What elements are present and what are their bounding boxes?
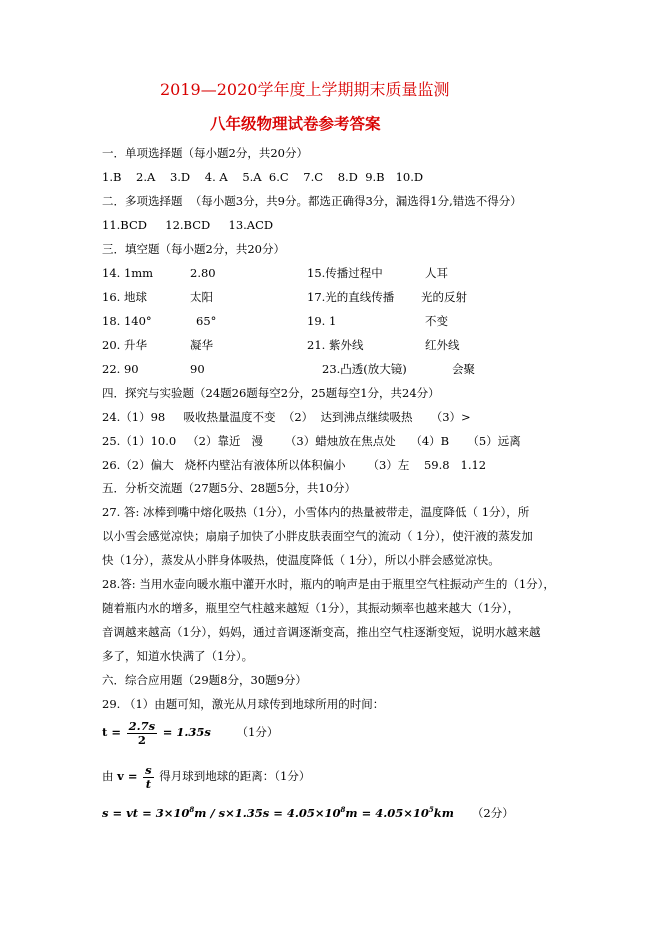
- section6-heading: 六．综合应用题（29题8分，30题9分）: [102, 673, 307, 687]
- q27-line1: 27. 答: 冰棒到嘴中熔化吸热（1分），小雪体内的热量被带走，温度降低（ 1分），所: [102, 505, 530, 519]
- q28-line4: 多了，知道水快满了（1分）。: [102, 649, 254, 663]
- page-subtitle: 八年级物理试卷参考答案: [210, 114, 381, 133]
- eq3-part2: m / s×1.35s = 4.05×10: [194, 805, 341, 820]
- eq1-score: （1分）: [236, 725, 279, 739]
- eq2-denominator: t: [145, 776, 152, 791]
- section5-heading: 五．分析交流题（27题5分、28题5分，共10分）: [102, 481, 357, 495]
- q28-line2: 随着瓶内水的增多，瓶里空气柱越来越短（1分），其振动频率也越来越大（1分），: [102, 601, 520, 615]
- q26-answer: 26.（2）偏大 烧杯内壁沾有液体所以体积偏小 （3）左 59.8 1.12: [102, 458, 487, 472]
- section2-heading: 二．多项选择题 （每小题3分，共9分。都选正确得3分，漏选得1分,错选不得分）: [102, 194, 522, 208]
- section1-answers: 1.B 2.A 3.D 4. A 5.A 6.C 7.C 8.D 9.B 10.D: [102, 170, 424, 184]
- eq2-numerator: s: [145, 762, 152, 777]
- row1-col2: 2.80: [190, 266, 216, 280]
- eq2-prefix: 由: [102, 769, 114, 783]
- q28-line1: 28.答: 当用水壶向暖水瓶中灌开水时，瓶内的响声是由于瓶里空气柱振动产生的（1分），: [102, 577, 555, 591]
- row1-col3: 15.传播过程中: [307, 266, 383, 280]
- section4-heading: 四．探究与实验题（24题26题每空2分，25题每空1分，共24分）: [102, 386, 440, 400]
- eq3-part4: km: [433, 805, 454, 820]
- q24-answer: 24.（1）98 吸收热量温度不变 （2） 达到沸点继续吸热 （3）>: [102, 410, 471, 424]
- row4-col4: 红外线: [425, 338, 460, 352]
- eq3-part3: m = 4.05×10: [345, 805, 429, 820]
- row4-col2: 凝华: [190, 338, 213, 352]
- row2-col2: 太阳: [190, 290, 213, 304]
- row1-col1: 14. 1mm: [102, 266, 154, 280]
- section1-heading: 一．单项选择题（每小题2分，共20分）: [102, 146, 308, 160]
- section2-answers: 11.BCD 12.BCD 13.ACD: [102, 218, 274, 232]
- q25-answer: 25.（1）10.0 （2）靠近 漫 （3）蜡烛放在焦点处 （4）B （5）远离: [102, 434, 521, 448]
- row5-col4: 会聚: [452, 362, 475, 376]
- eq1-lhs: t =: [102, 725, 121, 739]
- row5-col2: 90: [190, 362, 205, 376]
- eq2-fraction: [143, 764, 153, 791]
- eq3-part1: s = vt = 3×10: [102, 805, 190, 820]
- q27-line2: 以小雪会感觉凉快；扇扇子加快了小胖皮肤表面空气的流动（ 1分），使汗液的蒸发加: [102, 529, 533, 543]
- eq1-numerator: 2.7s: [128, 718, 156, 733]
- eq1-rhs: = 1.35s: [162, 725, 211, 739]
- q28-line3: 音调越来越高（1分），妈妈，通过音调逐渐变高，推出空气柱逐渐变短，说明水越来越: [102, 625, 541, 639]
- eq3-exp2: 8: [340, 805, 346, 814]
- row5-col3: 23.凸透(放大镜): [322, 362, 407, 376]
- page-title: 2019—2020学年度上学期期末质量监测: [160, 80, 450, 99]
- equation-velocity: [102, 762, 310, 791]
- eq3-score: （2分）: [471, 805, 514, 820]
- row2-col1: 16. 地球: [102, 290, 147, 304]
- row3-col2: 65°: [196, 314, 217, 328]
- q27-line3: 快（1分），蒸发从小胖身体吸热，使温度降低（ 1分），所以小胖会感觉凉快。: [102, 553, 500, 567]
- eq2-suffix: 得月球到地球的距离：（1分）: [159, 769, 311, 783]
- eq1-fraction: [127, 720, 157, 747]
- eq3-exp1: 8: [189, 805, 195, 814]
- row3-col3: 19. 1: [307, 314, 337, 328]
- row5-col1: 22. 90: [102, 362, 139, 376]
- q29-intro: 29. （1）由题可知，激光从月球传到地球所用的时间：: [102, 697, 385, 711]
- eq3-exp3: 5: [428, 805, 434, 814]
- row1-col4: 人耳: [425, 266, 448, 280]
- row4-col3: 21. 紫外线: [307, 338, 364, 352]
- equation-time: [102, 718, 278, 747]
- row4-col1: 20. 升华: [102, 338, 147, 352]
- eq2-lhs: v =: [117, 769, 138, 783]
- row3-col4: 不变: [425, 314, 448, 328]
- row2-col4: 光的反射: [421, 290, 467, 304]
- section3-heading: 三．填空题（每小题2分，共20分）: [102, 242, 285, 256]
- row3-col1: 18. 140°: [102, 314, 152, 328]
- eq1-denominator: 2: [137, 732, 146, 747]
- equation-distance: [102, 803, 514, 820]
- row2-col3: 17.光的直线传播: [307, 290, 395, 304]
